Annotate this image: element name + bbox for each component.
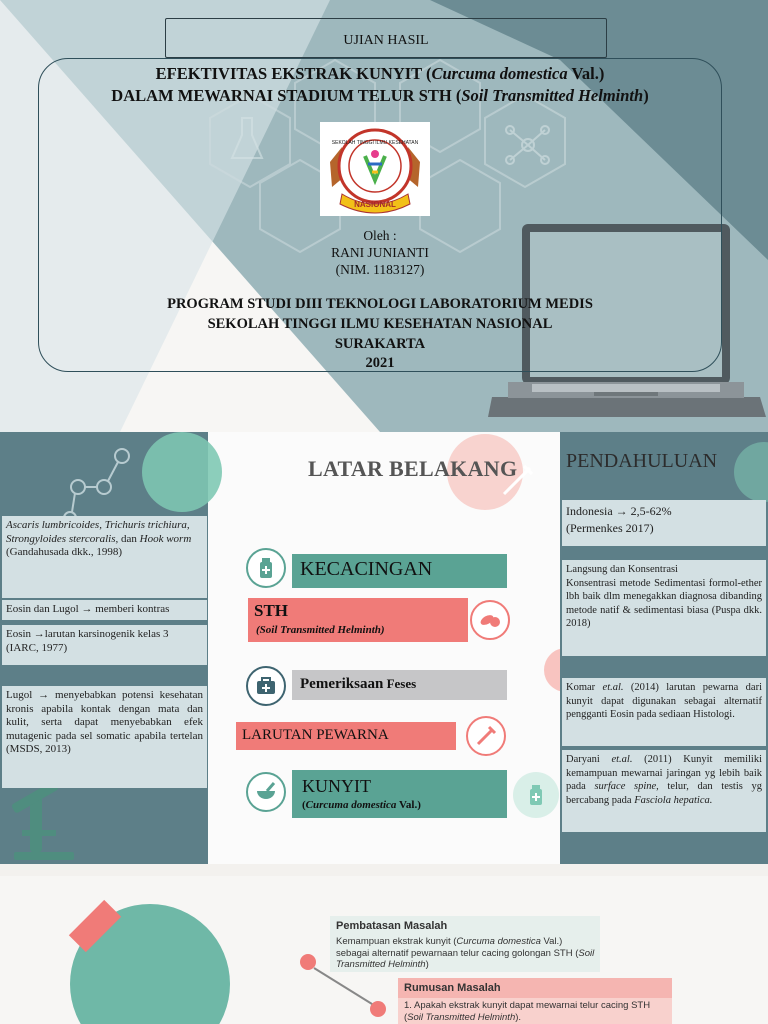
bar-kunyit-sub-open: (: [302, 799, 306, 811]
institution-logo: [320, 122, 430, 216]
pembatasan-text: [336, 936, 598, 971]
title-line-1-end: Val.): [567, 64, 605, 83]
note-species-cite: (Gandahusada dkk., 1998): [6, 546, 123, 558]
title-line-1: [38, 64, 722, 84]
author-name: RANI JUNIANTI: [331, 245, 429, 260]
pembatasan-text-c: ): [425, 959, 429, 970]
oleh-label: Oleh :: [363, 228, 397, 243]
pembatasan-italic: Curcuma domestica: [456, 936, 541, 947]
bar-sth-label: STH: [254, 601, 289, 620]
bar-kunyit-sub-italic: Curcuma domestica: [305, 799, 397, 811]
pembatasan-italic2: Soil Transmitted Helminth: [336, 947, 595, 970]
note-komar: [562, 678, 766, 746]
note-species-italic: Ascaris lumbricoides, Trichuris trichiura, Strongyloides stercoralis,: [6, 519, 190, 545]
note-daryani-author: Daryani: [566, 754, 612, 765]
latar-belakang-title: LATAR BELAKANG: [308, 456, 518, 481]
note-indonesia: [562, 500, 766, 546]
syringe-circle-icon: [466, 716, 506, 756]
rumusan-box: [398, 978, 672, 1024]
bar-sth-sub: (Soil Transmitted Helminth): [256, 624, 385, 636]
latar-belakang-slide: [0, 432, 768, 864]
note-daryani-text: (2011) Kunyit memiliki kemampuan mewarnai jaringan yg lebih baik pada: [566, 754, 763, 792]
program-name: PROGRAM STUDI DIII TEKNOLOGI LABORATORIUM MEDIS: [167, 296, 593, 312]
bar-pemeriksaan: [292, 670, 507, 700]
pembatasan-text-b: Val.) sebagai alternatif pewarnaan telur cacing golongan STH (: [336, 936, 579, 959]
pembatasan-text-a: Kemampuan ekstrak kunyit (: [336, 936, 457, 947]
note-eosin-lugol: Eosin dan Lugol → memberi kontras: [2, 600, 207, 620]
top-label: UJIAN HASIL: [165, 18, 607, 58]
note-daryani-italic2: surface spine,: [594, 781, 659, 792]
pendahuluan-title: PENDAHULUAN: [566, 450, 718, 472]
year: 2021: [365, 355, 395, 371]
bar-kunyit-sub-close: Val.): [396, 799, 421, 811]
medicine-bottle-icon: [246, 548, 286, 588]
title-line-2-italic: Soil Transmitted Helminth: [461, 86, 644, 105]
rumusan-text: [404, 1000, 666, 1023]
author-nim: (NIM. 1183127): [335, 262, 425, 277]
bar-larutan-pewarna: [236, 722, 456, 750]
note-daryani-etal: et.al.: [611, 754, 633, 765]
bar-pemeriksaan-label: [300, 676, 416, 693]
note-komar-text: (2014) larutan pewarna dari kunyit dapat digunakan sebagai alternatif pengganti Eosin pada sediaan Histologi.: [566, 682, 762, 720]
bar-sth: [248, 598, 468, 642]
title-line-2-end: ): [643, 86, 649, 105]
logo-ring-text: SEKOLAH TINGGI ILMU KESEHATAN: [331, 140, 419, 146]
title-line-1-text: EFEKTIVITAS EKSTRAK KUNYIT (: [155, 64, 432, 83]
note-daryani-text2: telur, dan testis yg bercabang pada: [566, 781, 762, 806]
pills-icon: [470, 600, 510, 640]
mortar-pestle-icon: [246, 772, 286, 812]
rumusan-text-b: ).: [515, 1011, 522, 1023]
bar-feses-text: Feses: [383, 676, 417, 691]
bar-kecacingan: [292, 554, 507, 588]
note-daryani: [562, 750, 766, 832]
rumusan-italic: Soil Transmitted Helminth: [407, 1011, 516, 1023]
note-species: [2, 516, 207, 598]
title-slide: [0, 0, 768, 432]
bar-kunyit-sub: [302, 799, 421, 811]
bar-kecacingan-label: KECACINGAN: [300, 558, 433, 580]
note-species-plain: dan: [118, 532, 140, 545]
bar-kunyit-label: KUNYIT: [302, 776, 371, 796]
note-species-italic2: Hook worm: [139, 532, 192, 545]
note-lugol: Lugol → menyebabkan potensi kesehatan kronis apabila kontak dengan mata dan kulit, serta dapat menyebabkan efek mutagenic pada sel somatic apabila tertelan (MSDS, 2013): [2, 686, 207, 788]
title-line-2-text: DALAM MEWARNAI STADIUM TELUR STH (: [111, 86, 462, 105]
pembatasan-box: [330, 916, 600, 972]
note-permenkes: (Permenkes 2017): [566, 521, 654, 535]
logo-banner-text: NASIONAL: [354, 200, 396, 209]
microscope-icon: [11, 780, 74, 860]
note-komar-etal: et.al.: [602, 682, 624, 693]
note-konsentrasi-text: Konsentrasi metode Sedimentasi formol-ether lbh baik dlm menegakkan diagnosa dibanding metode natif & sedimentasi biasa (Puspa dkk. 2018): [566, 577, 762, 629]
masalah-slide: [0, 864, 768, 1024]
syringe-icon: [500, 462, 536, 498]
bar-larutan-label: LARUTAN PEWARNA: [242, 727, 389, 743]
note-langsung: Langsung dan Konsentrasi: [566, 564, 678, 575]
bar-pemeriksaan-text: Pemeriksaan: [300, 676, 384, 692]
school-name: SEKOLAH TINGGI ILMU KESEHATAN NASIONAL: [207, 316, 553, 332]
title-line-1-italic: Curcuma domestica: [431, 64, 568, 83]
medicine-bottle-icon-2: [513, 772, 559, 818]
note-eosin: Eosin →larutan karsinogenik kelas 3 (IARC, 1977): [2, 625, 207, 665]
note-konsentrasi: [562, 560, 766, 656]
bar-kunyit: [292, 770, 507, 818]
city-name: SURAKARTA: [334, 336, 426, 352]
title-line-2: [38, 86, 722, 106]
pembatasan-title: Pembatasan Masalah: [336, 920, 448, 932]
rumusan-title: Rumusan Masalah: [404, 982, 501, 994]
note-daryani-italic3: Fasciola hepatica.: [634, 794, 713, 806]
rumusan-text-a: 1. Apakah ekstrak kunyit dapat mewarnai telur cacing STH (: [404, 1000, 651, 1023]
first-aid-kit-icon: [246, 666, 286, 706]
note-komar-author: Komar: [566, 682, 603, 693]
note-indonesia-value: Indonesia → 2,5-62%: [566, 504, 672, 518]
